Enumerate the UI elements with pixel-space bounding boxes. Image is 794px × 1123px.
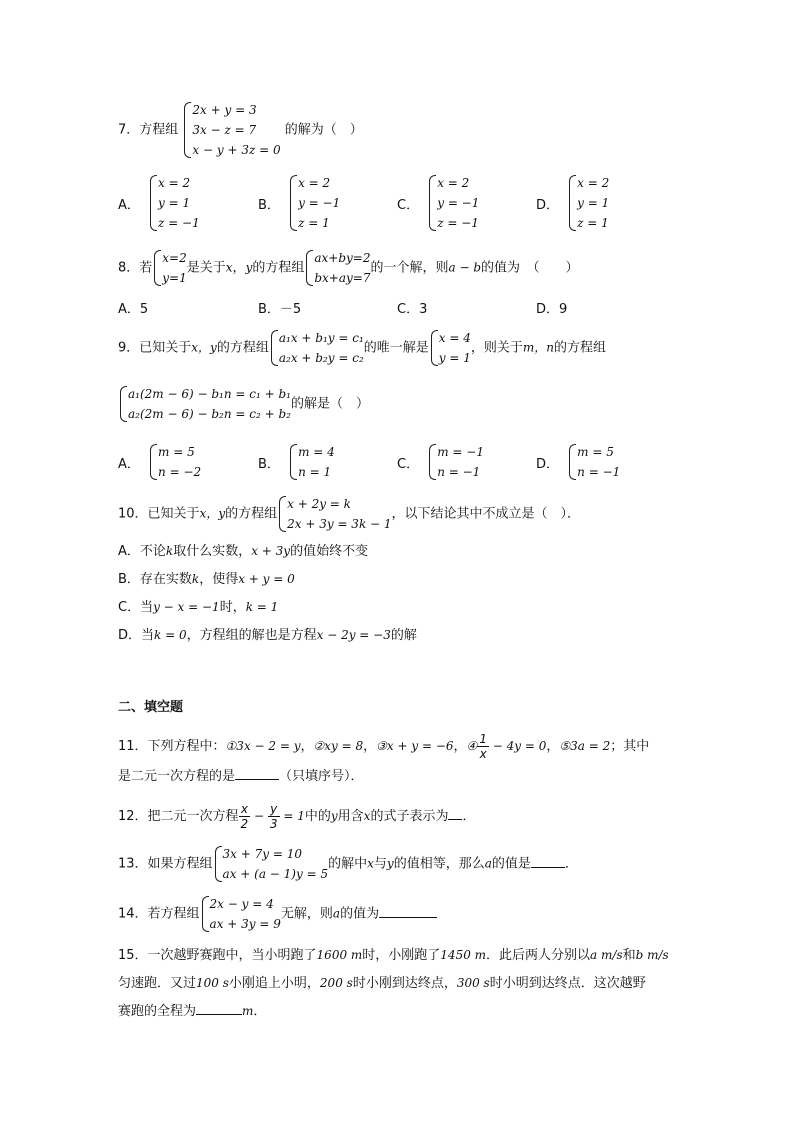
q7-option-c-label: C． [397, 197, 420, 213]
q8-var-y: y [245, 260, 253, 275]
q13-text-2: 与 [373, 856, 387, 872]
q11-eq2: ②xy = 8 [313, 739, 364, 753]
q8-option-b-text: －5 [279, 302, 302, 317]
q12-label: 12．把二元一次方程 [118, 809, 239, 824]
q8-text-1: 是关于 [186, 260, 226, 276]
q9-s1-eq2: a₂x + b₂y = c₂ [278, 351, 364, 365]
q9-b-row2: n = 1 [298, 465, 332, 479]
q9-option-c-system [427, 442, 484, 482]
q12-var-x: x [363, 809, 371, 823]
q7-option-d-label: D． [536, 197, 560, 213]
q10-system [277, 494, 391, 534]
q9-option-a[interactable] [118, 442, 201, 482]
q9-option-c[interactable] [397, 442, 484, 482]
q10-a-text-2: 取什么实数， [173, 544, 252, 559]
q12-f2-num: y [268, 802, 280, 817]
q12-text-3: 的式子表示为 [370, 809, 449, 824]
q7-b-row2: y = −1 [298, 196, 341, 210]
q8-label: 8．若 [118, 260, 153, 276]
question-11-line2 [118, 768, 364, 786]
q7-option-a-system [148, 173, 200, 233]
q9-sol-x: x = 4 [438, 331, 471, 345]
q7-option-d-system [567, 173, 609, 233]
q15-val-1450m: 1450 m [440, 948, 487, 962]
q10-option-d[interactable] [118, 626, 417, 645]
q8-option-c[interactable] [397, 298, 427, 317]
q8-option-d-label: D． [536, 302, 560, 317]
q15-val-b: b m/s [635, 948, 669, 962]
q11-eq3: ③x + y = −6 [376, 739, 454, 753]
question-7-stem [118, 100, 363, 160]
q7-stem-tail: 的解为（ ） [284, 122, 363, 138]
q8-solution [152, 248, 186, 288]
q11-sep2: ， [363, 739, 377, 754]
q9-option-a-system [148, 442, 201, 482]
q7-c-row3: z = −1 [437, 216, 479, 230]
q9-sol-y: y = 1 [438, 351, 471, 365]
q15-val-200s: 200 s [319, 976, 353, 990]
q9-d-row1: m = 5 [577, 445, 614, 459]
q9-s2-eq2: a₂(2m − 6) − b₂n = c₂ + b₂ [128, 407, 291, 421]
q8-option-a[interactable] [118, 298, 148, 317]
q15-answer-blank[interactable] [196, 1014, 242, 1015]
q10-d-text-3: 的解 [390, 628, 417, 643]
q12-text-4: ． [462, 809, 476, 824]
q10-a-var-k: k [165, 544, 174, 558]
q13-var-y: y [386, 856, 394, 871]
q9-option-d[interactable] [536, 442, 620, 482]
q11-eq5: ⑤3a = 2 [559, 739, 611, 753]
q8-eq1: ax+by=2 [314, 251, 371, 265]
q13-eq2: ax + (a − 1)y = 5 [222, 867, 329, 881]
q13-eq1: 3x + 7y = 10 [222, 847, 302, 861]
q10-b-var-k: k [191, 572, 200, 586]
q9-system-1 [269, 328, 364, 368]
q12-text-1: 中的 [304, 809, 331, 824]
q13-system [213, 844, 329, 884]
q10-b-text-2: ，使得 [199, 572, 239, 587]
q14-var-a: a [332, 906, 341, 921]
q7-option-a-label: A． [118, 197, 140, 213]
q9-solution [429, 328, 471, 368]
q15-val-1600m: 1600 m [316, 948, 363, 962]
q11-frac-den: x [479, 747, 487, 761]
q10-text-1: 的方程组 [225, 506, 278, 522]
q12-f2-den: 3 [269, 817, 278, 831]
q10-eq1: x + 2y = k [287, 497, 351, 511]
q10-text-2: ，以下结论其中不成立是（ ）． [391, 506, 581, 522]
q8-expr: a − b [448, 260, 482, 275]
q9-system-2 [118, 384, 291, 424]
q15-text-5: 匀速跑．又过 [118, 976, 197, 991]
q9-option-b-label: B． [258, 456, 280, 472]
q11-line2-tail: （只填序号）． [279, 769, 364, 784]
section-title-fill-in: 二、填空题 [118, 700, 184, 715]
q13-var-x: x [367, 856, 374, 871]
q10-label: 10．已知关于 [118, 506, 200, 522]
q7-eq3: x − y + 3z = 0 [192, 143, 281, 157]
q12-answer-blank[interactable] [448, 819, 462, 820]
q7-option-c[interactable] [397, 173, 479, 233]
q7-label: 7．方程组 [118, 122, 179, 138]
q8-option-c-text: 3 [419, 302, 428, 317]
q15-text-7: 时小刚到达终点， [352, 976, 457, 991]
q12-f1-num: x [239, 802, 251, 817]
q15-val-a: a m/s [590, 948, 623, 962]
q10-a-expr: x + 3y [251, 544, 291, 558]
q11-text-tail: ；其中 [610, 739, 650, 754]
q11-eq4-rest: − 4y = 0 [488, 739, 547, 753]
q8-system [304, 248, 370, 288]
q14-text-1: 无解，则 [280, 906, 333, 922]
q12-fraction-x [239, 802, 251, 831]
q10-vars: x，y [199, 506, 226, 521]
q8-option-d-text: 9 [559, 302, 568, 317]
q11-sep1: ， [300, 739, 314, 754]
q11-sep3: ， [453, 739, 467, 754]
q11-label: 11．下列方程中： [118, 739, 226, 754]
q13-text-1: 的解中 [328, 856, 368, 872]
question-11-stem [118, 732, 649, 761]
q14-eq2: ax + 3y = 9 [209, 917, 281, 931]
q7-option-c-system [427, 173, 479, 233]
q9-option-b[interactable] [258, 442, 335, 482]
q7-a-row2: y = 1 [158, 196, 191, 210]
question-15-line2 [118, 974, 646, 993]
q13-text-3: 的值相等，那么 [393, 856, 485, 872]
question-13-stem [118, 844, 578, 884]
q9-c-row1: m = −1 [437, 445, 484, 459]
question-15-line1 [118, 946, 669, 965]
q9-c-row2: n = −1 [437, 465, 481, 479]
q11-frac-num: 1 [479, 732, 487, 746]
q11-sep4: ， [546, 739, 560, 754]
q9-option-d-label: D． [536, 456, 560, 472]
q8-var-x: x [225, 260, 233, 275]
q9-text-5: 的解是（ ） [290, 396, 369, 412]
q7-c-row1: x = 2 [437, 176, 470, 190]
q9-a-row2: n = −2 [158, 465, 202, 479]
q9-option-d-system [567, 442, 620, 482]
q12-fraction-y [268, 802, 280, 831]
q7-c-row2: y = −1 [437, 196, 480, 210]
q10-c-expr: y − x = −1 [153, 600, 220, 614]
q8-sol-y: y=1 [162, 271, 187, 285]
q7-system [182, 100, 280, 160]
q10-c-text-1: C．当 [118, 600, 154, 615]
q9-text-3: ，则关于 [470, 340, 523, 356]
q12-eq: = 1 [279, 809, 305, 823]
q7-option-d[interactable] [536, 173, 609, 233]
q11-eq1: ①3x − 2 = y [225, 739, 301, 753]
q15-text-4: 和 [622, 948, 636, 963]
q7-eq1: 2x + y = 3 [192, 103, 257, 117]
q14-eq1: 2x − y = 4 [209, 897, 274, 911]
q8-option-d[interactable] [536, 298, 567, 317]
q8-text-4: 的值为 （ ） [481, 260, 579, 276]
q10-option-c[interactable] [118, 598, 278, 617]
q9-option-c-label: C． [397, 456, 420, 472]
q9-vars: x，y [191, 340, 217, 355]
q10-c-expr2: k = 1 [245, 600, 279, 614]
q8-option-a-text: 5 [139, 302, 149, 317]
q9-text-2: 的唯一解是 [363, 340, 429, 356]
q10-d-expr2: x − 2y = −3 [316, 628, 391, 642]
q7-option-b-label: B． [258, 197, 280, 213]
q7-eq2: 3x − z = 7 [192, 123, 257, 137]
q9-label: 9．已知关于 [118, 340, 192, 356]
q7-option-a[interactable] [118, 173, 200, 233]
q15-val-300s: 300 s [456, 976, 490, 990]
q9-text-4: 的方程组 [554, 340, 607, 356]
q9-s1-eq1: a₁x + b₁y = c₁ [278, 331, 364, 345]
q10-option-b[interactable] [118, 570, 295, 589]
q11-line2-text: 是二元一次方程的是 [118, 769, 236, 784]
q7-d-row2: y = 1 [577, 196, 610, 210]
q8-option-c-label: C． [397, 302, 420, 317]
q12-minus: − [250, 809, 268, 823]
q7-a-row1: x = 2 [158, 176, 191, 190]
question-15-line3 [118, 1002, 266, 1021]
q15-text-6: 小刚追上小明， [228, 976, 320, 991]
q10-a-text-1: A．不论 [118, 544, 166, 559]
q11-eq4-fraction [477, 732, 489, 761]
q9-option-b-system [288, 442, 335, 482]
q7-b-row1: x = 2 [298, 176, 331, 190]
q14-answer-blank[interactable] [379, 917, 437, 918]
q8-sep: ， [232, 260, 246, 276]
q13-var-a: a [484, 856, 492, 871]
q13-text-4: 的值是 [491, 856, 531, 872]
q8-option-b[interactable] [258, 298, 301, 317]
q7-b-row3: z = 1 [298, 216, 330, 230]
q10-eq2: 2x + 3y = 3k − 1 [287, 517, 392, 531]
q15-text-2: 时，小刚跑了 [362, 948, 441, 963]
q8-text-2: 的方程组 [252, 260, 305, 276]
question-9-stem [118, 328, 606, 368]
q7-d-row3: z = 1 [577, 216, 609, 230]
q8-sol-x: x=2 [162, 251, 187, 265]
q10-a-text-3: 的值始终不变 [290, 544, 369, 559]
q15-text-3: ．此后两人分别以 [486, 948, 591, 963]
q11-answer-blank[interactable] [235, 779, 279, 780]
question-8-stem [118, 248, 579, 288]
q9-option-a-label: A． [118, 456, 140, 472]
q15-val-100s: 100 s [196, 976, 229, 990]
q13-label: 13．如果方程组 [118, 856, 213, 872]
q11-eq4-index: ④ [466, 739, 478, 753]
q12-f1-den: 2 [240, 817, 249, 831]
question-9-stem-line2 [118, 384, 369, 424]
q15-text-8: 时小明到达终点．这次越野 [489, 976, 646, 991]
q15-unit-m: m [242, 1004, 254, 1018]
question-12-stem [118, 802, 475, 831]
q7-d-row1: x = 2 [577, 176, 610, 190]
question-14-stem [118, 894, 437, 934]
q9-b-row1: m = 4 [298, 445, 335, 459]
q14-label: 14．若方程组 [118, 906, 200, 922]
q10-b-expr: x + y = 0 [238, 572, 295, 586]
q7-option-b-system [288, 173, 340, 233]
q8-option-b-label: B． [258, 302, 280, 317]
q10-d-text-1: D．当 [118, 628, 155, 643]
q13-text-5: ． [564, 856, 578, 872]
q10-d-expr: k = 0 [154, 628, 187, 642]
q9-vars2: m，n [522, 340, 555, 355]
q13-answer-blank[interactable] [531, 867, 565, 868]
q9-s2-eq1: a₁(2m − 6) − b₁n = c₁ + b₁ [128, 387, 291, 401]
q7-option-b[interactable] [258, 173, 340, 233]
q8-option-a-label: A． [118, 302, 140, 317]
q8-text-3: 的一个解，则 [370, 260, 449, 276]
q15-text-1: 15．一次越野赛跑中，当小明跑了 [118, 948, 317, 963]
q9-a-row1: m = 5 [158, 445, 195, 459]
q9-d-row2: n = −1 [577, 465, 621, 479]
q7-a-row3: z = −1 [158, 216, 200, 230]
q12-text-2: 用含 [337, 809, 364, 824]
q9-text-1: 的方程组 [216, 340, 269, 356]
q14-system [200, 894, 281, 934]
q10-d-text-2: ，方程组的解也是方程 [186, 628, 317, 643]
q8-eq2: bx+ay=7 [314, 271, 371, 285]
q10-c-text-2: 时， [219, 600, 246, 615]
q12-var-y: y [330, 809, 338, 823]
q10-b-text-1: B．存在实数 [118, 572, 192, 587]
q15-text-10: ． [253, 1004, 267, 1019]
q15-text-9: 赛跑的全程为 [118, 1004, 197, 1019]
q10-option-a[interactable] [118, 542, 368, 561]
q14-text-2: 的值为 [340, 906, 380, 922]
question-10-stem [118, 494, 580, 534]
